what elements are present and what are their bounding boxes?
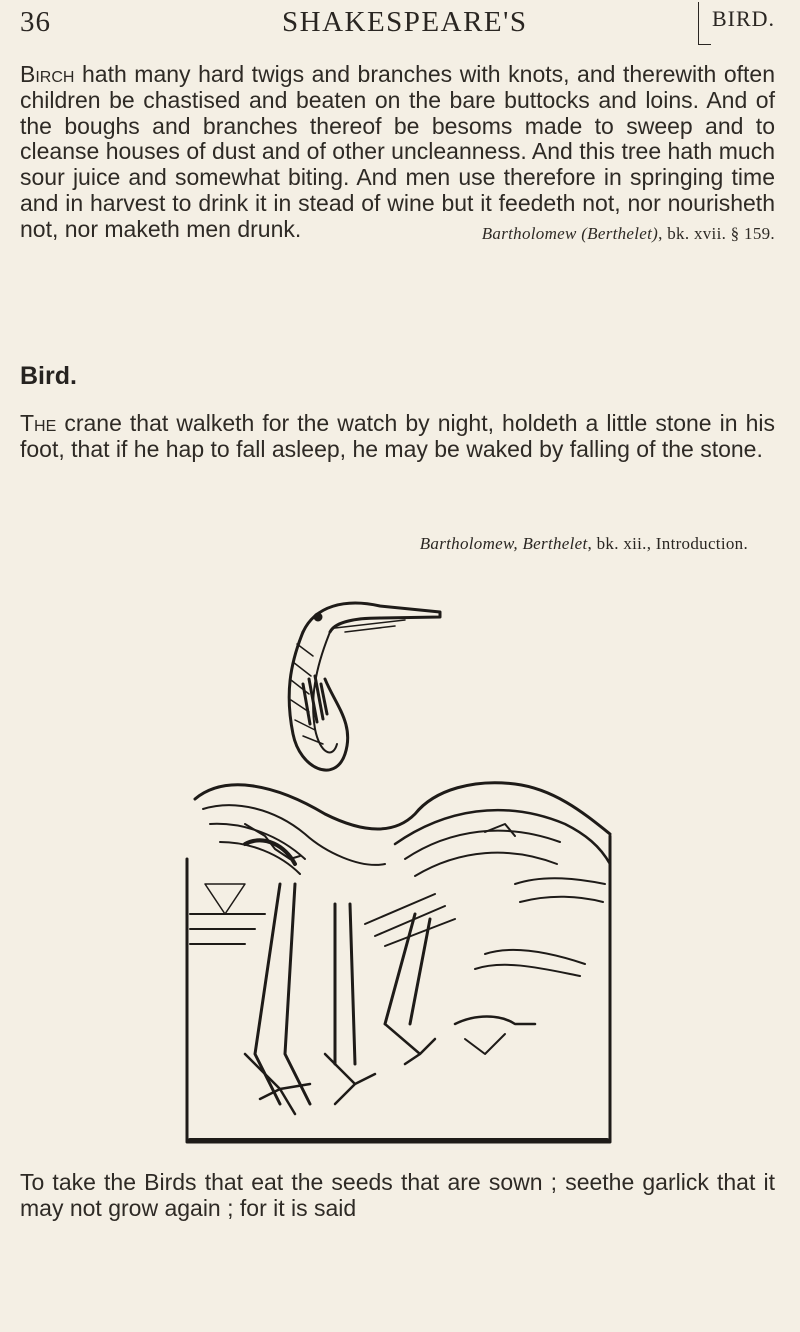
birch-text: hath many hard twigs and branches with knots, and therewith often children be chastised and beaten on the bare buttocks and loins. And of the boughs and branches thereof be besoms made to sweep and to cleanse houses of dust and of other uncleanness. And this tree hath much sour juice and somewhat biting. And men use therefore in springing time and in harvest to drink it in stead of wine but it feedeth not, nor nourisheth not, nor maketh men drunk. (20, 61, 775, 242)
bird-citation-author: Bartholomew, Berthelet (419, 534, 588, 553)
running-title: SHAKESPEARE'S (282, 6, 528, 38)
bird-text: crane that walketh for the watch by night, holdeth a little stone in his foot, that if he hap to fall asleep, he may be waked by falling of the stone. (20, 410, 775, 462)
citation-edition: (Berthelet) (581, 223, 659, 243)
bird-citation-ref: , bk. xii., Introduction. (587, 534, 748, 553)
bracket-mark (698, 2, 711, 45)
bird-lead-word: The (20, 410, 57, 436)
citation-author: Bartholomew (481, 223, 577, 243)
birch-citation (482, 221, 775, 247)
continuation-paragraph: To take the Birds that eat the seeds that are sown ; seethe garlick that it may not grow again ; for it is said (20, 1169, 775, 1221)
section-label: BIRD. (712, 6, 775, 32)
running-header (20, 6, 775, 44)
bird-heading: Bird. (20, 362, 77, 390)
bird-paragraph (20, 411, 775, 463)
page-number: 36 (20, 6, 51, 38)
crane-woodcut-icon (185, 584, 615, 1146)
birch-lead-word: Birch (20, 61, 75, 87)
bird-citation (420, 534, 748, 554)
citation-ref: , bk. xvii. § 159. (658, 223, 775, 243)
birch-paragraph (20, 62, 775, 247)
